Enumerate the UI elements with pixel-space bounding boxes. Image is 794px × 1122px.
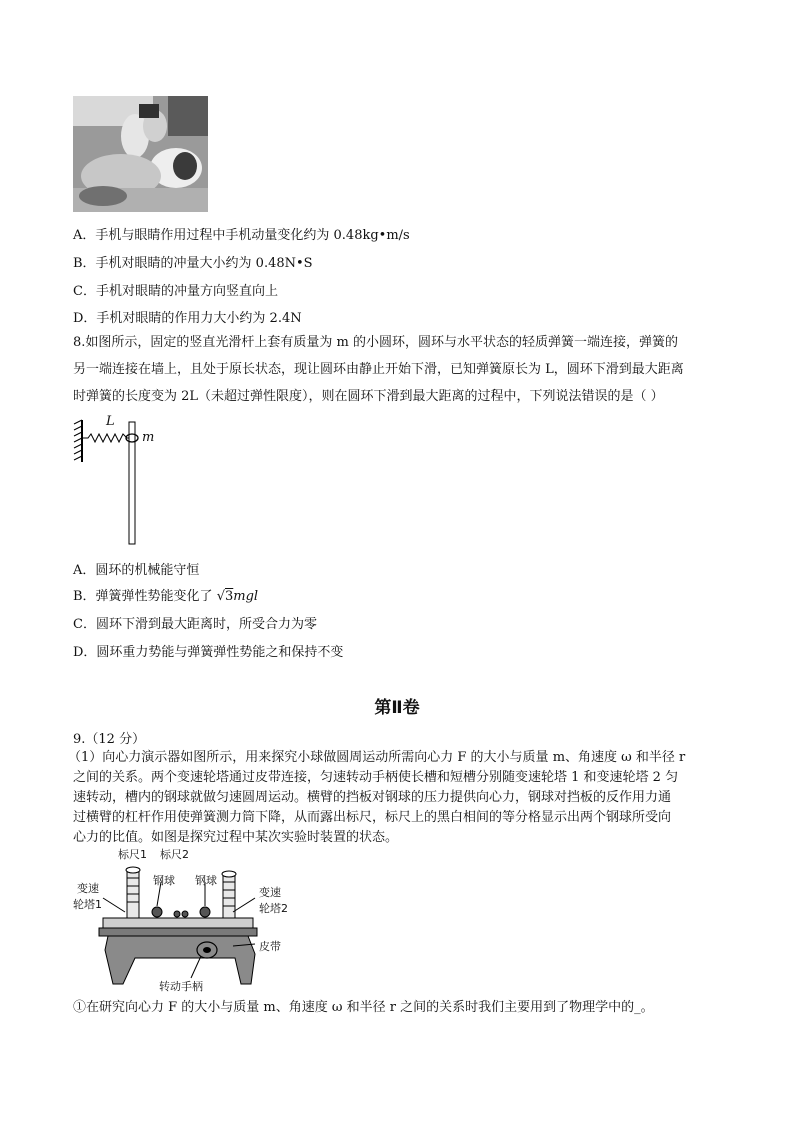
label-ruler-1: 标尺1 (118, 848, 147, 861)
label-m: m (142, 430, 155, 445)
q7-option-b: B．手机对眼睛的冲量大小约为 0.48N•S (73, 256, 313, 271)
label-ball-1: 钢球 (153, 874, 175, 887)
label-ruler-2: 标尺2 (160, 848, 189, 861)
label-belt: 皮带 (259, 940, 281, 953)
q8-option-d: D．圆环重力势能与弹簧弹性势能之和保持不变 (73, 645, 344, 660)
q7-option-a: A．手机与眼睛作用过程中手机动量变化约为 0.48kg•m/s (73, 228, 410, 243)
label-tower-2-b: 轮塔2 (259, 902, 288, 915)
q8-option-c: C．圆环下滑到最大距离时，所受合力为零 (73, 617, 317, 632)
q9-para-line-2: 之间的关系。两个变速轮塔通过皮带连接，匀速转动手柄使长槽和短槽分别随变速轮塔 1 和变速轮塔 2 匀 (73, 770, 679, 785)
q8-option-b-prefix: B．弹簧弹性势能变化了 (73, 589, 217, 604)
spring-ring-figure (70, 414, 170, 549)
q8-option-b-suffix: mgl (233, 589, 259, 604)
q9-para-line-5: 心力的比值。如图是探究过程中某次实验时装置的状态。 (73, 830, 399, 845)
label-L: L (106, 414, 115, 429)
q9-sub-question-1: ①在研究向心力 F 的大小与质量 m、角速度 ω 和半径 r 之间的关系时我们主要用到了物理学中的_。 (73, 1000, 654, 1015)
sqrt-radicand: 3 (224, 589, 234, 604)
q9-para-line-3: 速转动，槽内的钢球就做匀速圆周运动。横臂的挡板对钢球的压力提供向心力，钢球对挡板的反作用力通 (73, 790, 672, 805)
label-handle: 转动手柄 (159, 980, 203, 993)
section-title: 第Ⅱ卷 (374, 698, 420, 718)
q8-stem-line-2: 另一端连接在墙上，且处于原长状态，现让圆环由静止开始下滑，已知弹簧原长为 L，圆环下滑到最大距离 (73, 362, 684, 377)
label-tower-1-b: 轮塔1 (73, 898, 102, 911)
centripetal-apparatus-figure (73, 846, 303, 996)
q7-option-d: D．手机对眼睛的作用力大小约为 2.4N (73, 311, 302, 326)
phone-photo (73, 96, 208, 212)
sqrt-expression: √3mgl (216, 589, 259, 604)
q9-header: 9.（12 分） (73, 732, 146, 747)
q8-option-b (73, 589, 258, 605)
label-ball-2: 钢球 (195, 874, 217, 887)
q8-option-a: A．圆环的机械能守恒 (73, 563, 200, 578)
q7-option-c: C．手机对眼睛的冲量方向竖直向上 (73, 284, 278, 299)
label-tower-2-a: 变速 (259, 886, 281, 899)
q8-stem-line-1: 8.如图所示，固定的竖直光滑杆上套有质量为 m 的小圆环，圆环与水平状态的轻质弹簧一端连接，弹簧的 (73, 335, 678, 350)
label-tower-1-a: 变速 (77, 882, 99, 895)
q9-para-line-1: （1）向心力演示器如图所示，用来探究小球做圆周运动所需向心力 F 的大小与质量 m、角速度 ω 和半径 r (68, 750, 686, 765)
q8-stem-line-3: 时弹簧的长度变为 2L（未超过弹性限度），则在圆环下滑到最大距离的过程中，下列说法错误的是（ ） (73, 389, 664, 404)
q9-para-line-4: 过横臂的杠杆作用使弹簧测力筒下降，从而露出标尺，标尺上的黑白相间的等分格显示出两个钢球所受向 (73, 810, 672, 825)
